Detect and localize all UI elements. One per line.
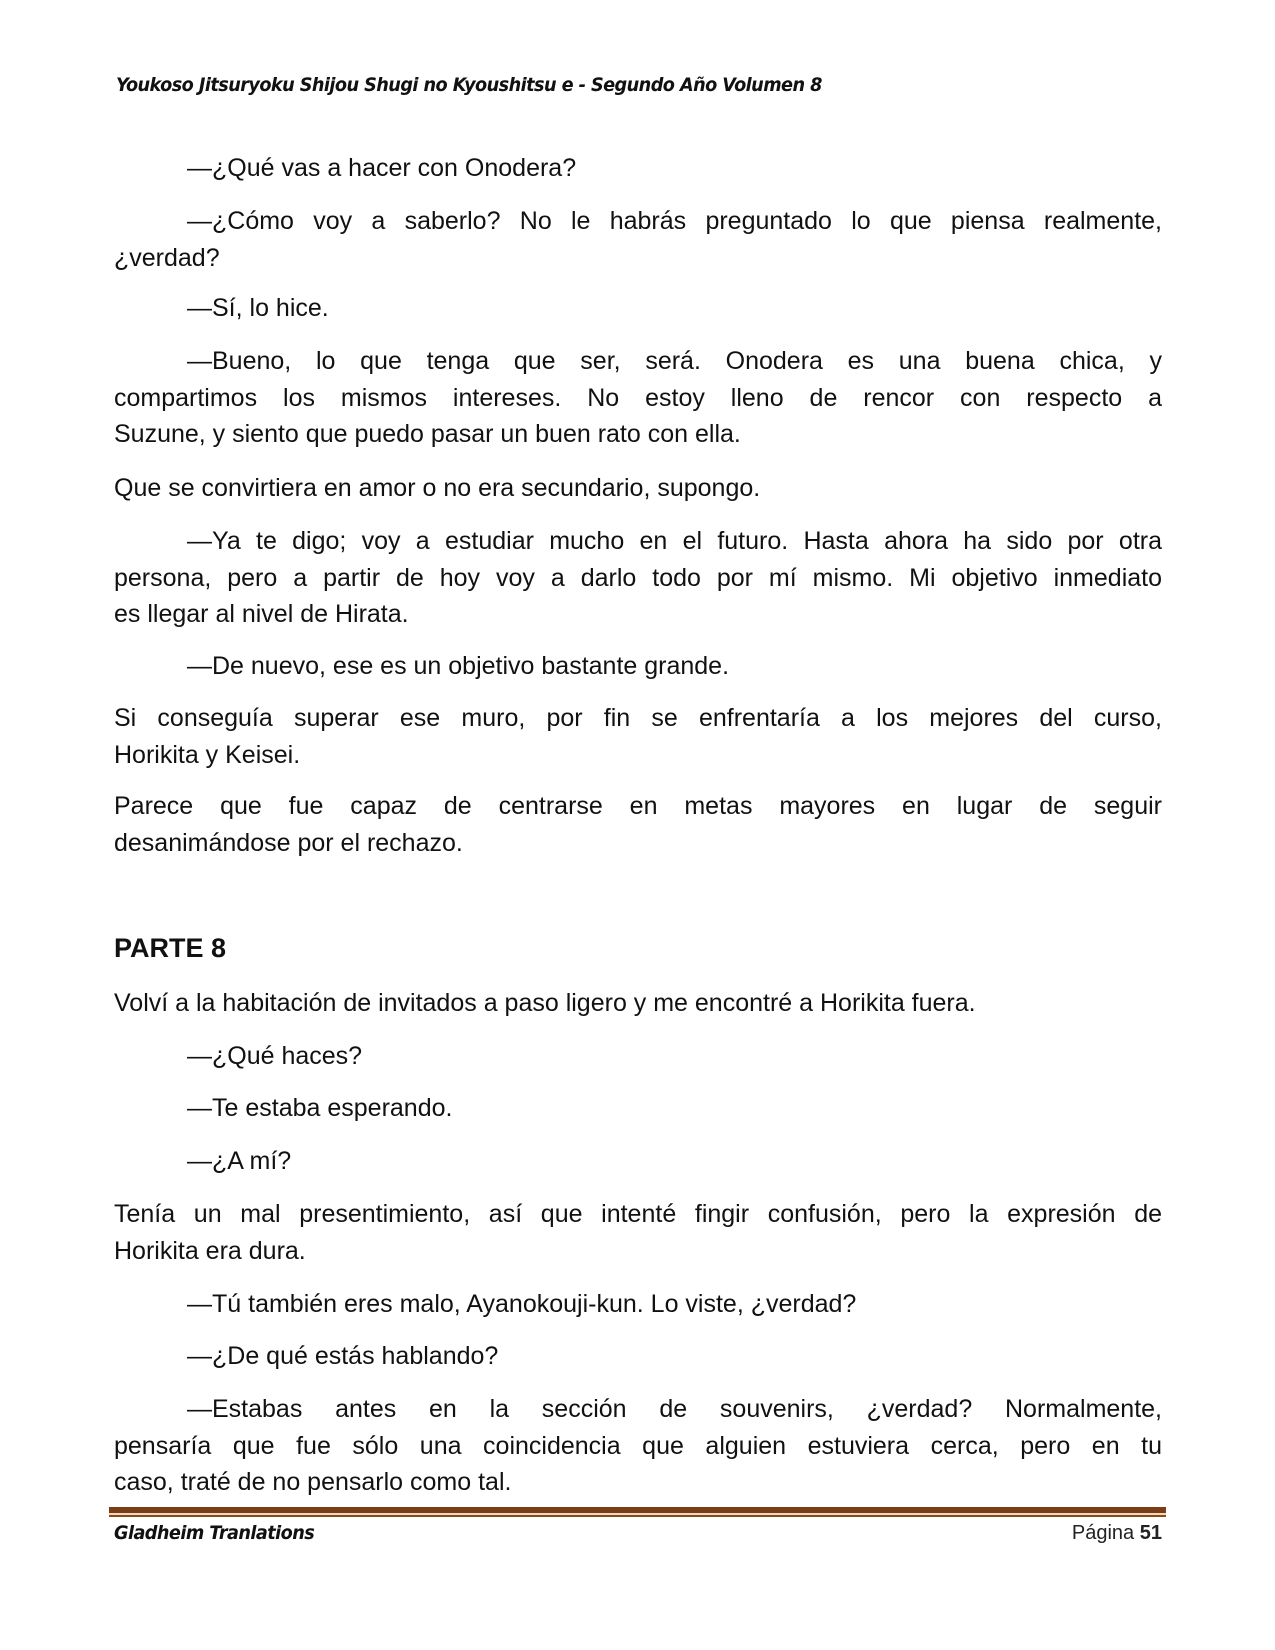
text-line: —¿Qué haces? <box>187 1042 363 1070</box>
paragraph-dialogue <box>114 1090 1162 1127</box>
paragraph-dialogue <box>114 150 1162 187</box>
paragraph-narration <box>114 985 1162 1022</box>
text-line: —Tú también eres malo, Ayanokouji-kun. Lo viste, ¿verdad? <box>187 1290 857 1318</box>
paragraph-dialogue <box>114 343 1162 453</box>
text-line: caso, traté de no pensarlo como tal. <box>114 1468 512 1497</box>
paragraph-narration <box>114 470 1162 507</box>
text-line: Suzune, y siento que puedo pasar un buen rato con ella. <box>114 420 741 449</box>
text-line: Horikita era dura. <box>114 1236 306 1265</box>
text-line: —Bueno, lo que tenga que ser, será. Onodera es una buena chica, y <box>187 347 1162 375</box>
text-line: compartimos los mismos intereses. No estoy lleno de rencor con respecto a <box>114 383 1162 412</box>
paragraph-narration <box>114 788 1162 861</box>
page-number <box>1072 1522 1162 1545</box>
section-heading: PARTE 8 <box>114 933 227 963</box>
text-line: desanimándose por el rechazo. <box>114 828 463 857</box>
text-line: —Ya te digo; voy a estudiar mucho en el futuro. Hasta ahora ha sido por otra <box>187 527 1162 555</box>
text-line: Parece que fue capaz de centrarse en metas mayores en lugar de seguir <box>114 792 1162 820</box>
running-header: Youkoso Jitsuryoku Shijou Shugi no Kyoushitsu e - Segundo Año Volumen 8 <box>116 74 822 96</box>
paragraph-dialogue <box>114 203 1162 276</box>
footer-rule-thin <box>109 1515 1166 1517</box>
text-line: Si conseguía superar ese muro, por fin se enfrentaría a los mejores del curso, <box>114 704 1162 732</box>
paragraph-narration <box>114 700 1162 773</box>
text-line: —Estabas antes en la sección de souvenirs, ¿verdad? Normalmente, <box>187 1395 1162 1423</box>
paragraph-dialogue <box>114 1143 1162 1180</box>
paragraph-dialogue <box>114 290 1162 327</box>
text-line: —¿Qué vas a hacer con Onodera? <box>187 154 577 182</box>
paragraph-dialogue <box>114 1391 1162 1501</box>
text-line: Volví a la habitación de invitados a paso ligero y me encontré a Horikita fuera. <box>114 989 976 1017</box>
text-line: —De nuevo, ese es un objetivo bastante grande. <box>187 652 730 680</box>
paragraph-narration <box>114 1196 1162 1269</box>
text-line: —¿De qué estás hablando? <box>187 1342 499 1370</box>
paragraph-dialogue <box>114 523 1162 633</box>
text-line: —Sí, lo hice. <box>187 294 329 322</box>
text-line: Horikita y Keisei. <box>114 740 301 769</box>
paragraph-dialogue <box>114 648 1162 685</box>
text-line: es llegar al nivel de Hirata. <box>114 600 409 629</box>
text-line: —¿A mí? <box>187 1147 292 1175</box>
text-line: Que se convirtiera en amor o no era secundario, supongo. <box>114 474 761 502</box>
text-line: —¿Cómo voy a saberlo? No le habrás preguntado lo que piensa realmente, <box>187 207 1162 235</box>
text-line: —Te estaba esperando. <box>187 1094 453 1122</box>
paragraph-dialogue <box>114 1286 1162 1323</box>
paragraph-dialogue <box>114 1338 1162 1375</box>
page-number-value: 51 <box>1139 1522 1162 1544</box>
text-line: pensaría que fue sólo una coincidencia que alguien estuviera cerca, pero en tu <box>114 1431 1162 1460</box>
paragraph-dialogue <box>114 1038 1162 1075</box>
footer-credit: Gladheim Tranlations <box>114 1522 315 1544</box>
text-line: Tenía un mal presentimiento, así que intenté fingir confusión, pero la expresión de <box>114 1200 1162 1228</box>
text-line: ¿verdad? <box>114 243 220 272</box>
text-line: persona, pero a partir de hoy voy a darlo todo por mí mismo. Mi objetivo inmediato <box>114 563 1162 592</box>
page-label: Página <box>1071 1522 1135 1544</box>
